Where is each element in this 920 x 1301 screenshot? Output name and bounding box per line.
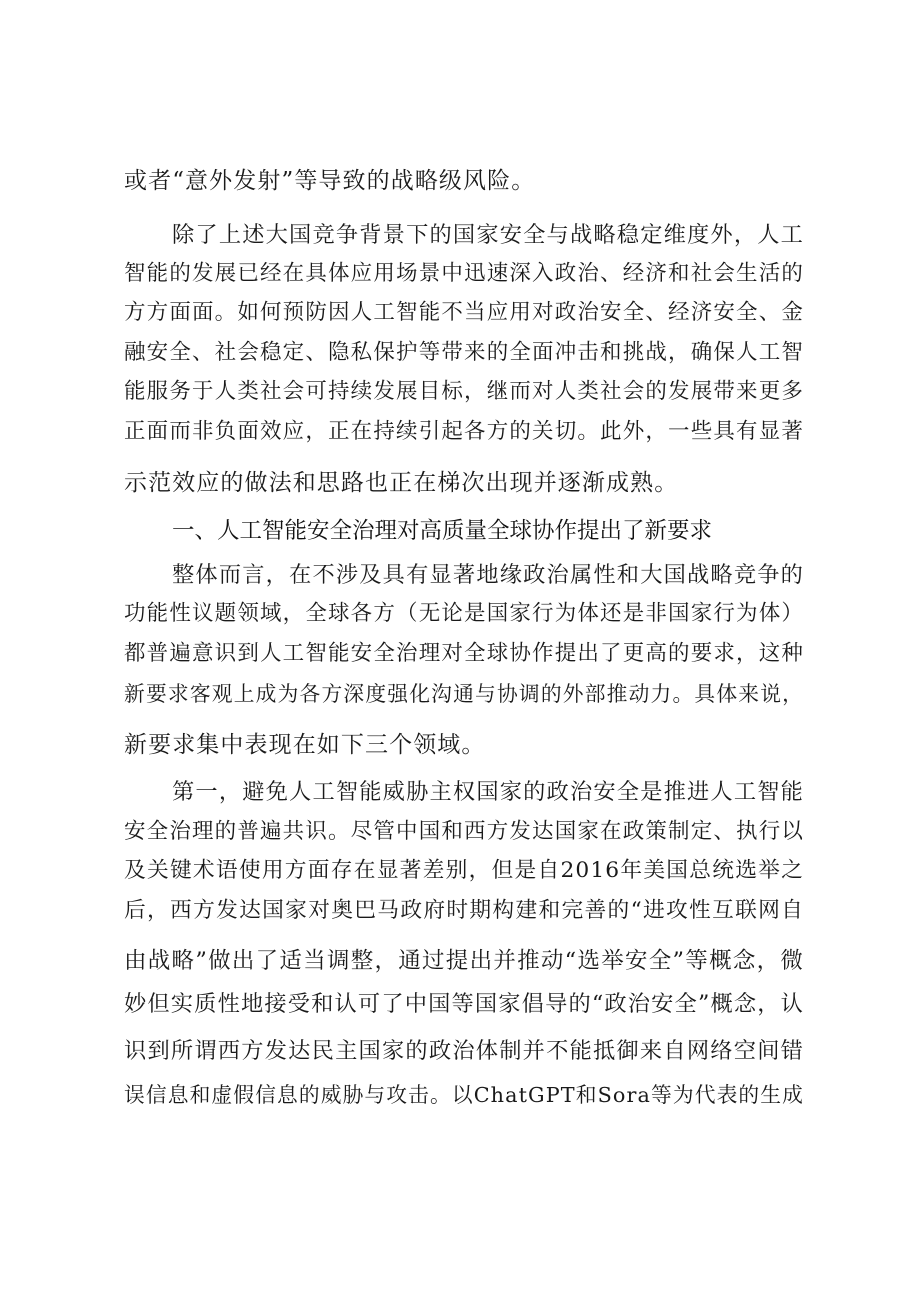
section-heading: 一、人工智能安全治理对高质量全球协作提出了新要求 — [172, 518, 713, 544]
text-line: 或者“意外发射”等导致的战略级风险。 — [124, 168, 536, 194]
text-line: 都普遍意识到人工智能安全治理对全球协作提出了更高的要求，这种 — [124, 641, 804, 666]
text-line: 安全治理的普遍共识。尽管中国和西方发达国家在政策制定、执行以 — [124, 819, 804, 844]
text-line: 智能的发展已经在具体应用场景中迅速深入政治、经济和社会生活的 — [124, 261, 804, 286]
paragraph-first-line: 第一，避免人工智能威胁主权国家的政治安全是推进人工智能 — [172, 779, 804, 805]
text-line: 功能性议题领域，全球各方（无论是国家行为体还是非国家行为体） — [124, 601, 804, 626]
text-line: 方方面面。如何预防因人工智能不当应用对政治安全、经济安全、金 — [124, 300, 804, 325]
text-line: 误信息和虚假信息的威胁与攻击。以ChatGPT和Sora等为代表的生成 — [124, 1083, 804, 1107]
text-line: 新要求客观上成为各方深度强化沟通与协调的外部推动力。具体来说， — [124, 682, 804, 706]
text-line: 新要求集中表现在如下三个领域。 — [124, 732, 486, 758]
text-line: 及关键术语使用方面存在显著差别，但是自2016年美国总统选举之 — [124, 858, 804, 883]
paragraph-first-line: 除了上述大国竞争背景下的国家安全与战略稳定维度外，人工 — [172, 222, 804, 248]
text-line: 后，西方发达国家对奥巴马政府时期构建和完善的“进攻性互联网自 — [124, 898, 804, 923]
text-line: 妙但实质性地接受和认可了中国等国家倡导的“政治安全”概念，认 — [124, 991, 804, 1017]
text-line: 识到所谓西方发达民主国家的政治体制并不能抵御来自网络空间错 — [124, 1038, 804, 1064]
text-line: 融安全、社会稳定、隐私保护等带来的全面冲击和挑战，确保人工智 — [124, 340, 804, 365]
text-line: 示范效应的做法和思路也正在梯次出现并逐渐成熟。 — [124, 470, 679, 496]
text-line: 正面而非负面效应，正在持续引起各方的关切。此外，一些具有显著 — [124, 419, 804, 444]
paragraph-first-line: 整体而言，在不涉及具有显著地缘政治属性和大国战略竞争的 — [172, 562, 804, 588]
text-line: 由战略”做出了适当调整，通过提出并推动“选举安全”等概念，微 — [124, 948, 804, 974]
text-line: 能服务于人类社会可持续发展目标，继而对人类社会的发展带来更多 — [124, 379, 804, 404]
